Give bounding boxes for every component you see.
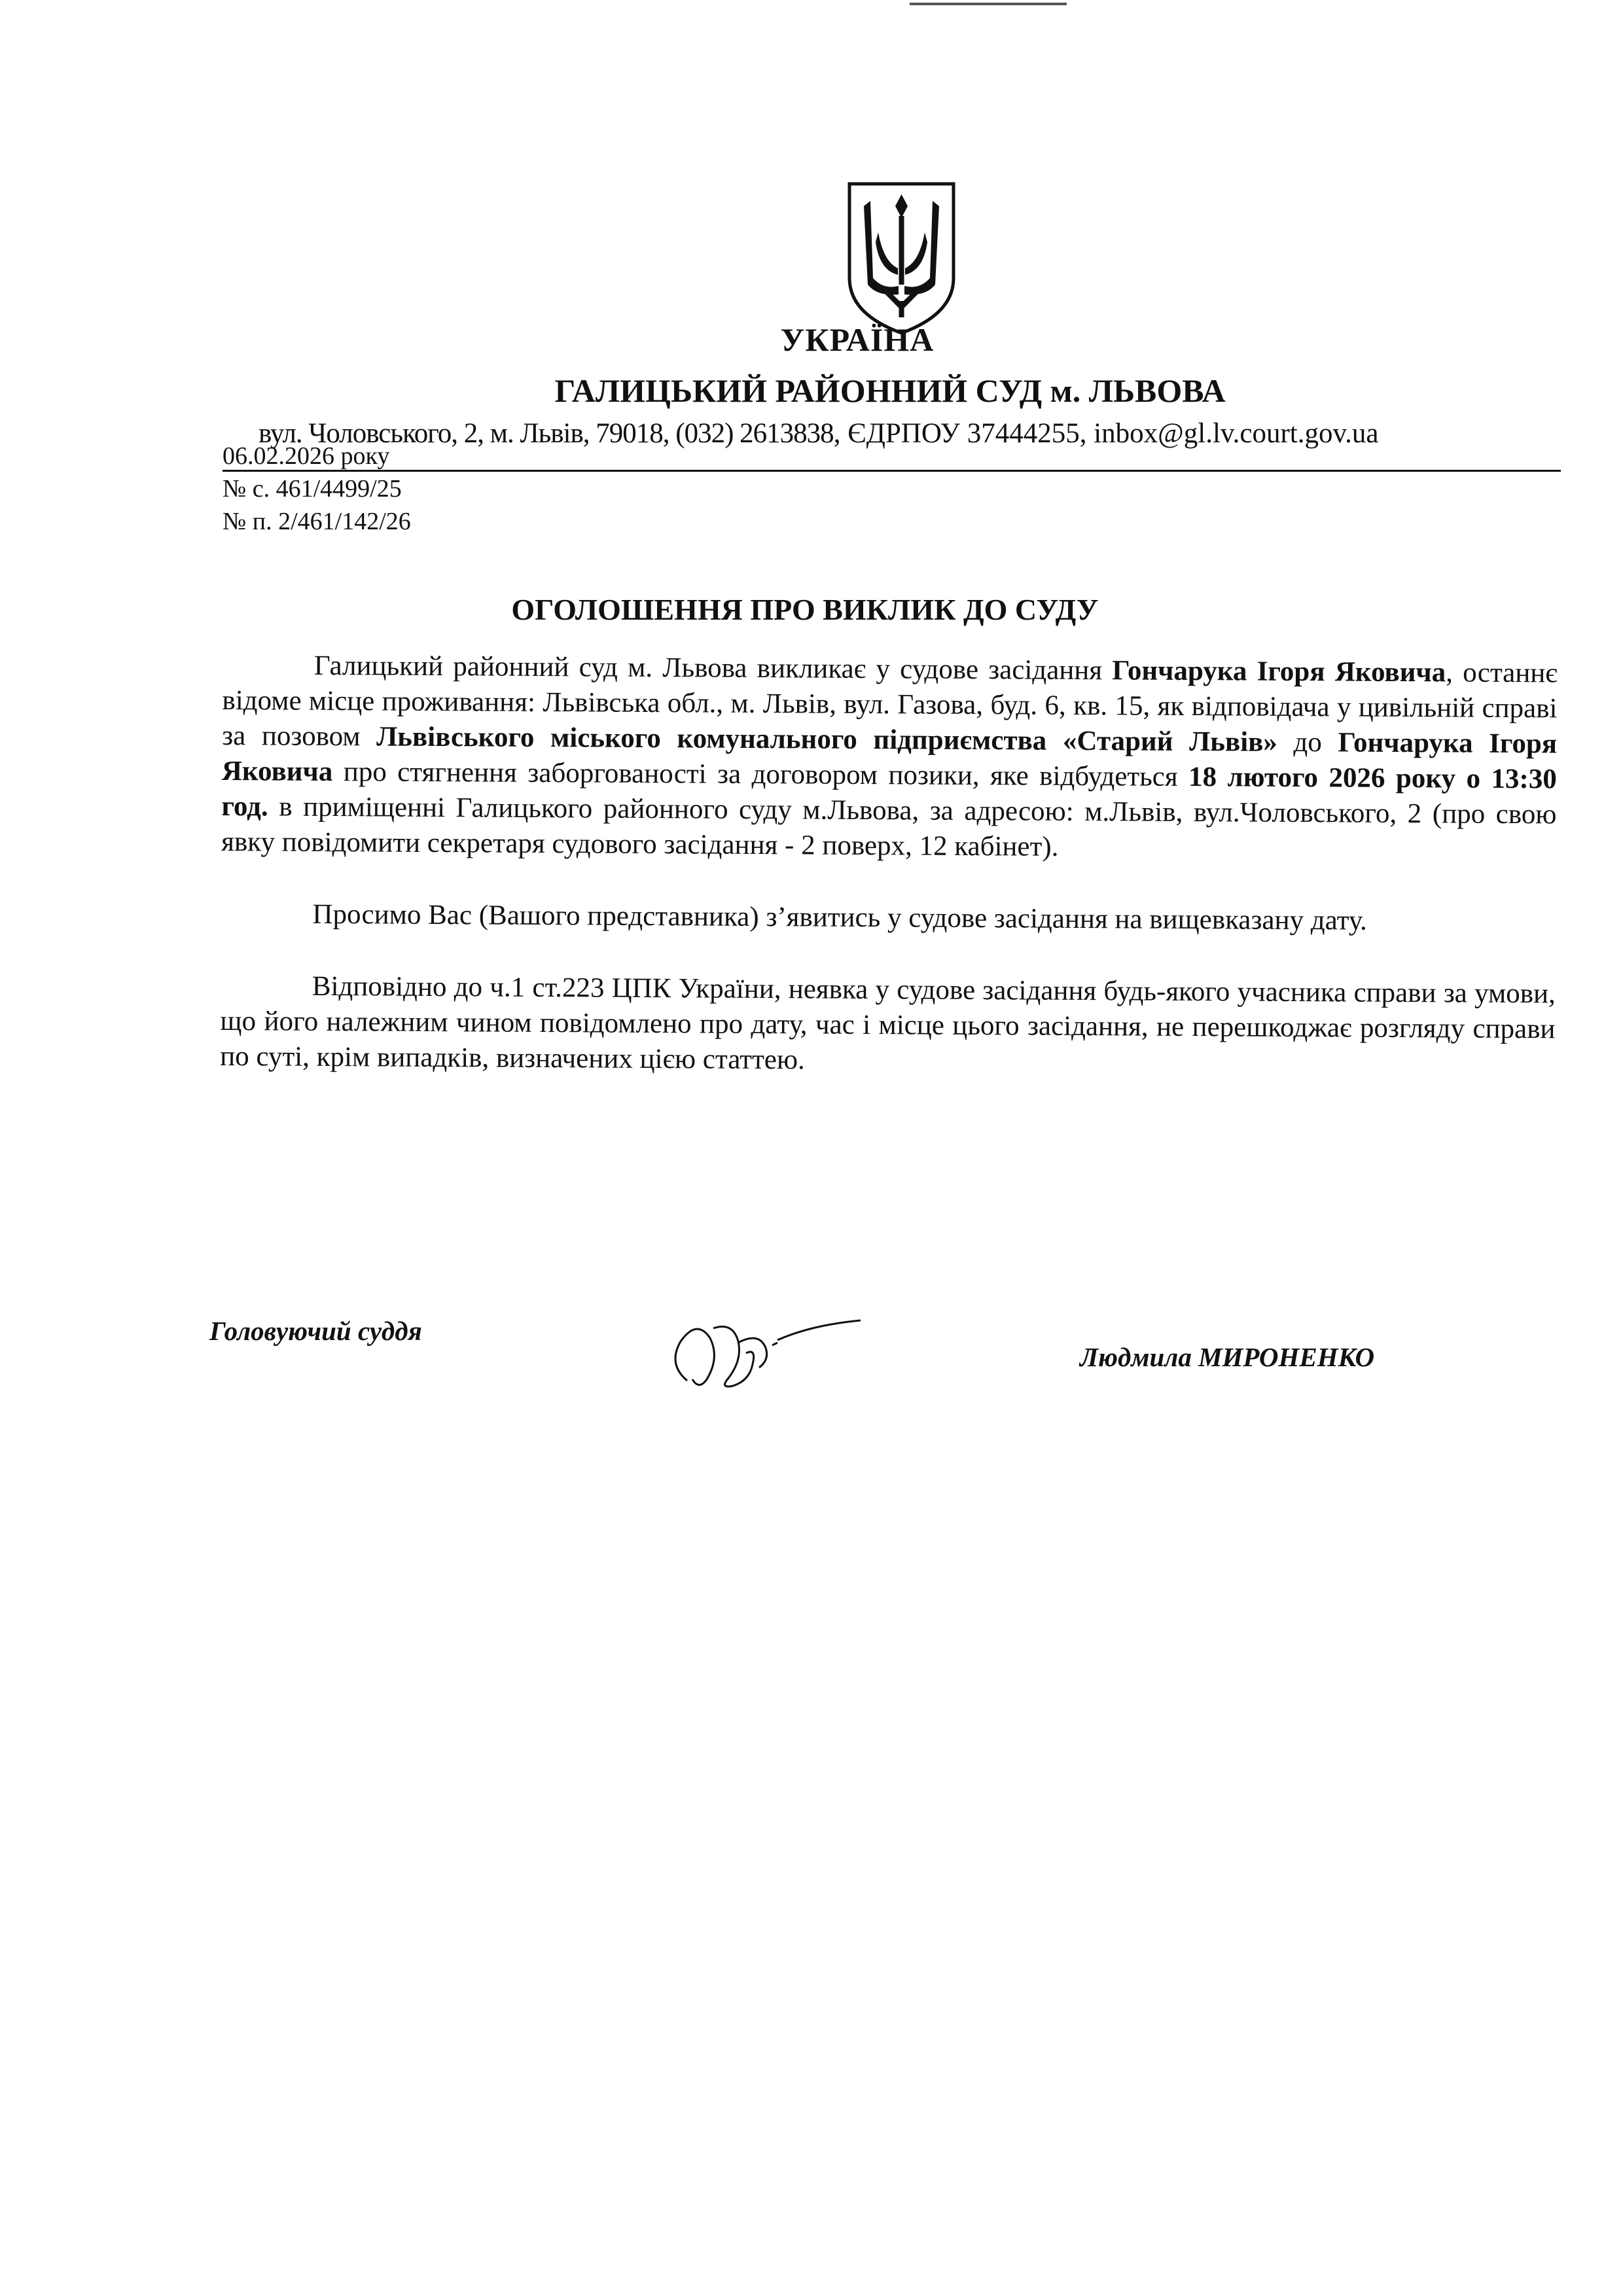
paragraph-summons: Галицький районний суд м. Львова викликає у судове засідання Гончарука Ігоря Яковича, останнє відоме місце проживання: Львівська обл., м. Львів, вул. Газова, буд. 6, кв. 15, як відповідача у цивільній справі за позовом Львівського міського комунального підприємства «Старий Львів» до Гончарука Ігоря Яковича про стягнення заборгованості за договором позики, яке відбудеться 18 лютого 2026 року о 13:30 год. в приміщенні Галицького районного суду м.Львова, за адресою: м.Львів, вул.Чоловського, 2 (про свою явку повідомити секретаря судового засідання - 2 поверх, 12 кабінет).	[221, 650, 1558, 862]
country-heading: УКРАЇНА	[780, 321, 935, 358]
document-meta	[223, 440, 411, 538]
court-edrpou: ЄДРПОУ 37444255	[847, 418, 1080, 449]
header-divider	[223, 470, 1561, 472]
document-title: ОГОЛОШЕННЯ ПРО ВИКЛИК ДО СУДУ	[511, 593, 1099, 626]
coat-of-arms-trident-icon	[844, 180, 959, 337]
court-name: ГАЛИЦЬКИЙ РАЙОННИЙ СУД м. ЛЬВОВА	[554, 372, 1226, 409]
judge-name: Людмила МИРОНЕНКО	[1080, 1342, 1375, 1372]
case-number: № с. 461/4499/25	[223, 475, 402, 503]
hearing-datetime: 18 лютого 2026 року о 13:30 год.	[221, 762, 1557, 822]
plaintiff-name: Львівського міського комунального підприємства «Старий Львів»	[376, 721, 1277, 758]
paragraph-legal-notice: Відповідно до ч.1 ст.223 ЦПК України, неявка у судове засідання будь-якого учасника справи за умови, що його належним чином повідомлено про дату, час і місце цього засідання, не перешкоджає розгляду справи по суті, крім випадків, визначених цією статтею.	[220, 970, 1556, 1076]
scan-artifact	[910, 3, 1067, 5]
court-contacts: вул. Чоловського, 2, м. Львів, 79018, (032) 2613838, ЄДРПОУ 37444255, inbox@gl.lv.court.gov.ua	[259, 418, 1379, 449]
defendant-name-repeat: Гончарука Ігоря Яковича	[221, 727, 1558, 788]
paragraph-request: Просимо Вас (Вашого представника) з’явитись у судове засідання на вищевказану дату.	[312, 898, 1367, 936]
defendant-name: Гончарука Ігоря Яковича	[1112, 655, 1446, 688]
handwritten-signature-icon	[661, 1302, 877, 1400]
signature-block	[209, 1315, 1518, 1420]
document-date: 06.02.2026 року	[223, 442, 390, 470]
judge-role: Головуючий суддя	[209, 1316, 422, 1346]
document-body	[220, 648, 1558, 1119]
proceeding-number: № п. 2/461/142/26	[223, 508, 411, 535]
court-address: вул. Чоловського, 2, м. Львів, 79018, (032) 2613838	[259, 418, 834, 449]
court-email: inbox@gl.lv.court.gov.ua	[1094, 418, 1379, 449]
